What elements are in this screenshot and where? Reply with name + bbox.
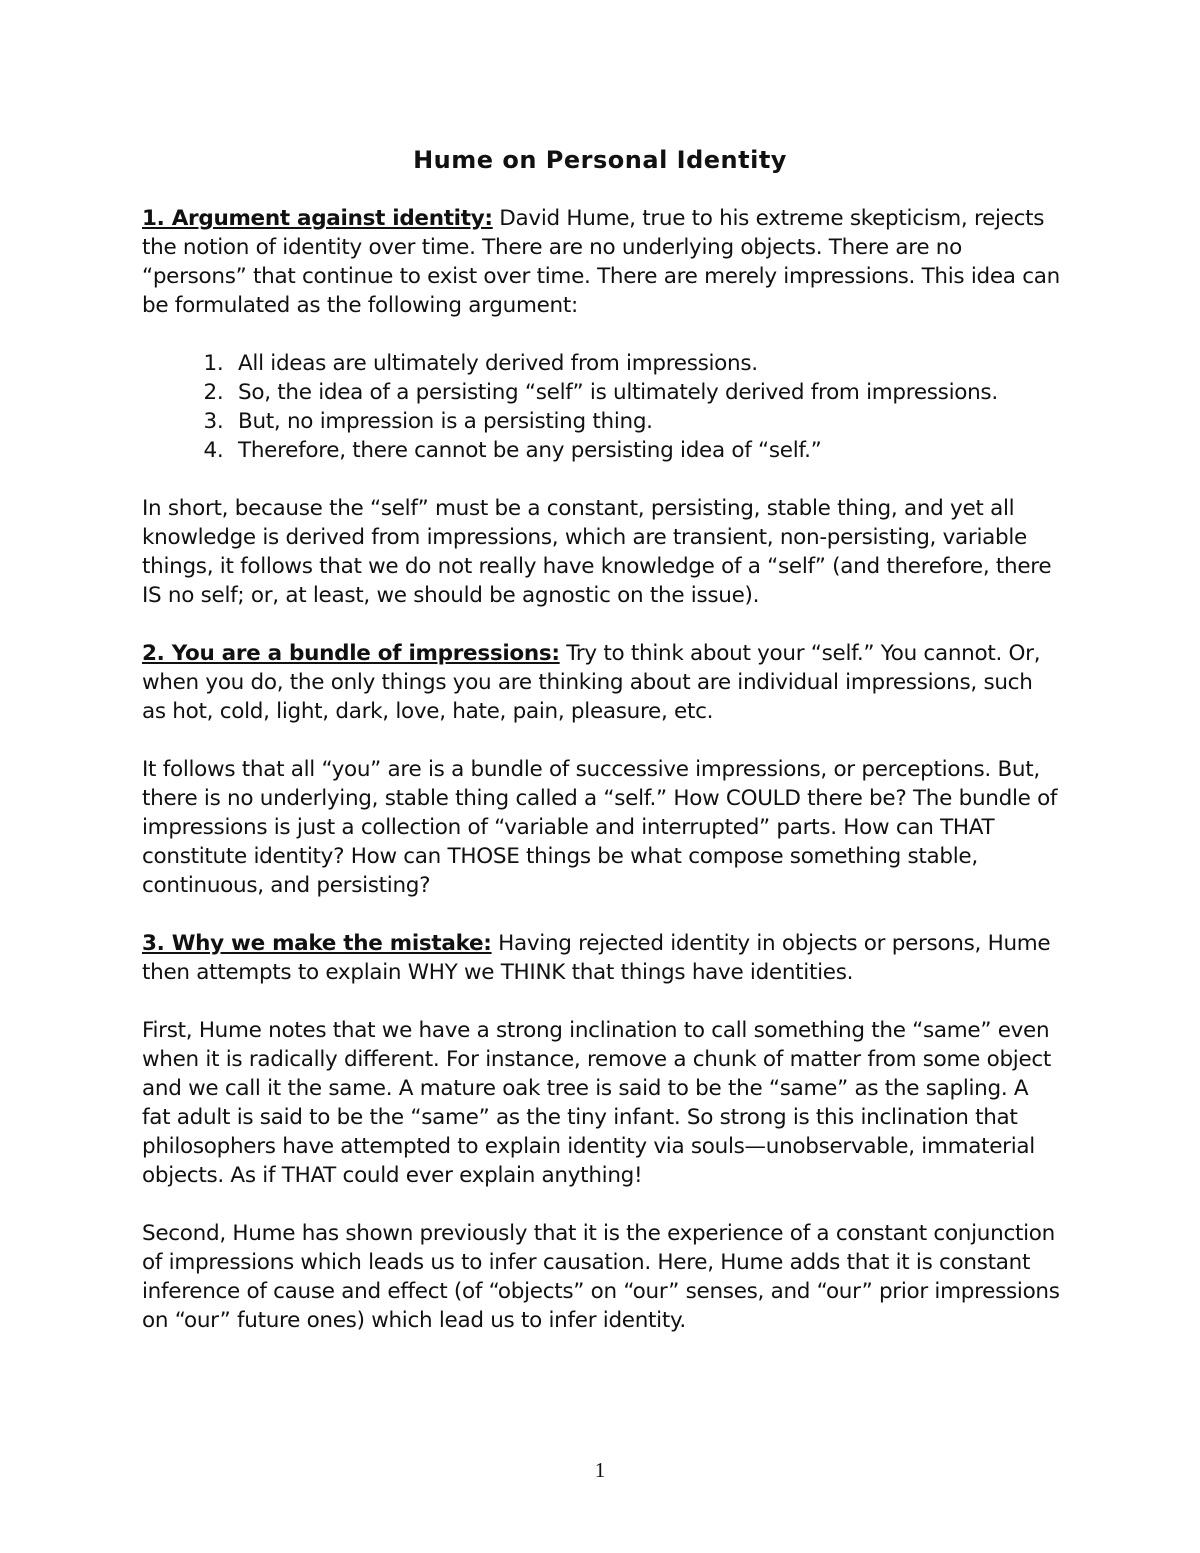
section-1-text: David Hume, true to his extreme skepticism, rejects the notion of identity over time. There are no underlying objects. There are no “persons” that continue to exist over time. There are merely impressions. This idea can be formulated as the following argument: [142,206,1060,318]
document-title: Hume on Personal Identity [413,146,787,174]
section-2-heading: 2. You are a bundle of impressions: [142,641,560,666]
section-2-intro [142,639,1062,726]
argument-list [142,349,1062,465]
document-body [142,204,1062,1364]
section-3-paragraph-2: First, Hume notes that we have a strong inclination to call something the “same” even when it is radically different. For instance, remove a chunk of matter from some object and we call it the same. A mature oak tree is said to be the “same” as the sapling. A fat adult is said to be the “same” as the tiny infant. So strong is this inclination that philosophers have attempted to explain identity via souls—unobservable, immaterial objects. As if THAT could ever explain anything! [142,1018,1052,1188]
page-number: 1 [594,1458,606,1482]
argument-item: 4. Therefore, there cannot be any persisting idea of “self.” [230,436,1062,465]
section-3-heading: 3. Why we make the mistake: [142,931,492,956]
argument-item: 3. But, no impression is a persisting thing. [230,407,1062,436]
argument-item: 2. So, the idea of a persisting “self” is ultimately derived from impressions. [230,378,1062,407]
section-1-summary: In short, because the “self” must be a constant, persisting, stable thing, and yet all knowledge is derived from impressions, which are transient, non-persisting, variable things, it follows that we do not really have knowledge of a “self” (and therefore, there IS no self; or, at least, we should be agnostic on the issue). [142,496,1052,608]
section-3-text: Having rejected identity in objects or persons, Hume then attempts to explain WHY we THINK that things have identities. [142,931,1051,985]
section-2-text: Try to think about your “self.” You cannot. Or, when you do, the only things you are thinking about are individual impressions, such as hot, cold, light, dark, love, hate, pain, pleasure, etc. [142,641,1041,724]
section-1-heading: 1. Argument against identity: [142,206,493,231]
section-3-intro [142,929,1062,987]
section-1-intro [142,204,1062,320]
section-2-paragraph-2: It follows that all “you” are is a bundle of successive impressions, or perceptions. But, there is no underlying, stable thing called a “self.” How COULD there be? The bundle of impressions is just a collection of “variable and interrupted” parts. How can THAT constitute identity? How can THOSE things be what compose something stable, continuous, and persisting? [142,757,1058,898]
argument-item: 1. All ideas are ultimately derived from impressions. [230,349,1062,378]
section-3-paragraph-3: Second, Hume has shown previously that it is the experience of a constant conjunction of impressions which leads us to infer causation. Here, Hume adds that it is constant inference of cause and effect (of “objects” on “our” senses, and “our” prior impressions on “our” future ones) which lead us to infer identity. [142,1221,1060,1333]
